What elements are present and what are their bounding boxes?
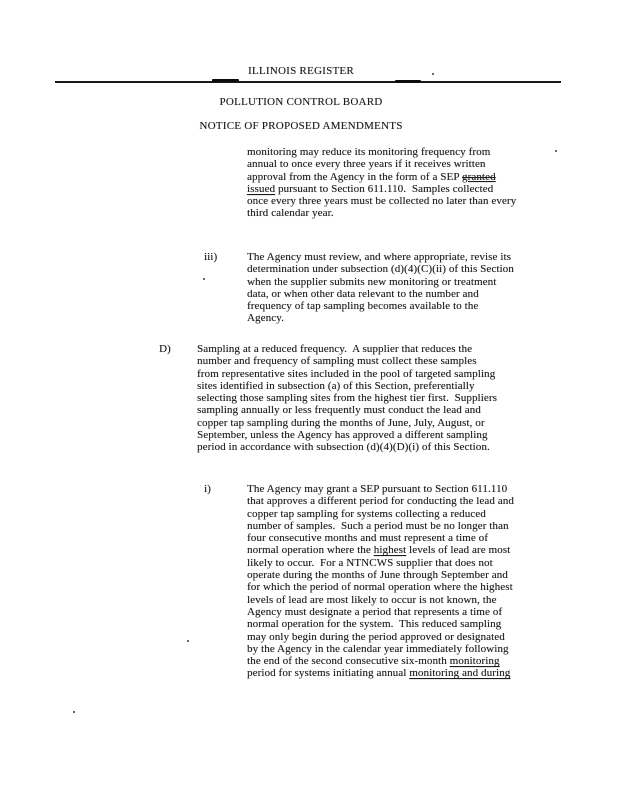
- text-line: by the Agency in the calendar year immediately following: [247, 642, 509, 655]
- text-line: monitoring may reduce its monitoring frequency from: [247, 146, 491, 158]
- text-line: data, or when other data relevant to the number and: [247, 287, 479, 300]
- register-title: ILLINOIS REGISTER: [248, 65, 354, 77]
- text-line: [247, 171, 516, 183]
- text-segment: approval from the Agency in the form of a SEP: [247, 170, 462, 183]
- text-line: The Agency must review, and where appropriate, revise its: [247, 251, 512, 263]
- text-line: sites identified in subsection (a) of this Section, preferentially: [197, 379, 475, 392]
- text-line: frequency of tap sampling becomes available to the: [247, 300, 479, 313]
- text-line: may only begin during the period approved or designated: [247, 630, 505, 643]
- text-line: likely to occur. For a NTNCWS supplier that does not: [247, 556, 493, 569]
- item-d-label: D): [159, 343, 171, 355]
- text-line: third calendar year.: [247, 207, 334, 220]
- text-line: once every three years must be collected no later than every: [247, 195, 517, 208]
- paragraph-intro: [247, 146, 516, 220]
- text-line: number and frequency of sampling must collect these samples: [197, 355, 477, 368]
- text-segment: levels of lead are most: [406, 544, 511, 557]
- text-line: when the supplier submits new monitoring or treatment: [247, 275, 497, 288]
- text-line: sampling annually or less frequently must conduct the lead and: [197, 404, 481, 417]
- paragraph-item-i: [247, 483, 514, 680]
- item-iii-label: iii): [204, 251, 218, 263]
- text-line: levels of lead are most likely to occur is not known, the: [247, 593, 497, 606]
- inserted-text: issued: [247, 182, 276, 195]
- text-line: number of samples. Such a period must be no longer than: [247, 519, 509, 532]
- text-line: Agency.: [247, 312, 284, 325]
- text-segment: normal operation where the: [247, 544, 374, 557]
- text-line: September, unless the Agency has approved a different sampling: [197, 429, 488, 442]
- text-line: Sampling at a reduced frequency. A supplier that reduces the: [197, 343, 473, 355]
- text-line: from representative sites included in the pool of targeted sampling: [197, 367, 496, 380]
- text-line: copper tap sampling for systems collecting a reduced: [247, 507, 486, 520]
- text-segment: the end of the second consecutive six-month: [247, 655, 450, 668]
- text-line: that approves a different period for conducting the lead and: [247, 495, 514, 508]
- scan-artifact-dot: [73, 711, 75, 713]
- paragraph-item-iii: [247, 251, 514, 325]
- text-line: four consecutive months and must represent a time of: [247, 532, 489, 545]
- scan-artifact-dot: [203, 278, 205, 280]
- text-segment: pursuant to Section 611.110. Samples collected: [275, 182, 494, 195]
- scan-artifact-dot: [432, 73, 434, 75]
- text-line: [247, 655, 514, 667]
- scan-artifact-dot: [187, 640, 189, 642]
- inserted-text: highest: [373, 544, 407, 557]
- text-line: period in accordance with subsection (d)(4)(D)(i) of this Section.: [197, 441, 490, 454]
- paragraph-item-d: [197, 343, 497, 454]
- text-line: operate during the months of June through September and: [247, 569, 508, 582]
- notice-title: NOTICE OF PROPOSED AMENDMENTS: [199, 120, 403, 132]
- text-line: [247, 667, 514, 679]
- scan-artifact-dot: [555, 150, 557, 152]
- item-i-label: i): [204, 483, 211, 495]
- text-line: normal operation for the system. This reduced sampling: [247, 618, 502, 631]
- rule-ink-mark-left: [212, 79, 239, 82]
- rule-ink-mark-right: [395, 80, 421, 83]
- text-line: determination under subsection (d)(4)(C)(ii) of this Section: [247, 263, 514, 276]
- header-rule: [55, 81, 561, 83]
- inserted-text: monitoring: [449, 655, 500, 668]
- deleted-text: granted: [461, 170, 496, 183]
- board-title: POLLUTION CONTROL BOARD: [219, 96, 383, 108]
- text-line: selecting those sampling sites from the highest tier first. Suppliers: [197, 392, 497, 405]
- text-line: for which the period of normal operation where the highest: [247, 581, 513, 594]
- inserted-text: monitoring and during: [409, 667, 511, 680]
- text-segment: period for systems initiating annual: [247, 667, 410, 680]
- text-line: annual to once every three years if it receives written: [247, 158, 486, 171]
- text-line: The Agency may grant a SEP pursuant to Section 611.110: [247, 483, 508, 495]
- text-line: [247, 544, 514, 556]
- text-line: copper tap sampling during the months of June, July, August, or: [197, 416, 485, 429]
- text-line: Agency must designate a period that represents a time of: [247, 605, 503, 618]
- text-line: [247, 183, 516, 195]
